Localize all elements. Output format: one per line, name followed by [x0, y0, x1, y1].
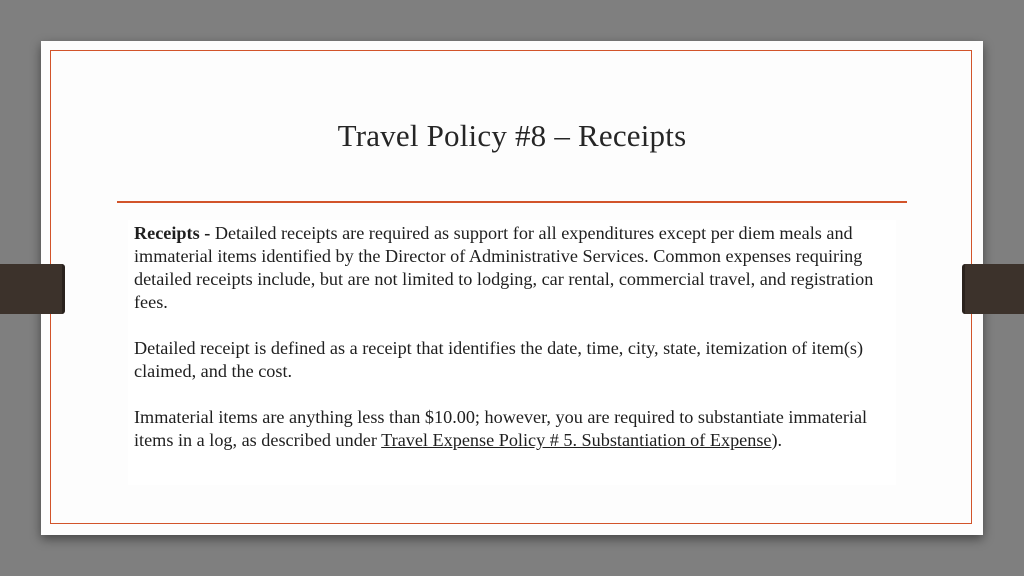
- immaterial-items-paragraph: [134, 406, 890, 452]
- closing-punctuation: ).: [771, 430, 783, 450]
- definition-paragraph: [134, 337, 890, 383]
- receipts-paragraph: [134, 222, 890, 314]
- receipts-label: Receipts -: [134, 223, 211, 243]
- policy-reference-link[interactable]: Travel Expense Policy # 5. Substantiation of Expense: [381, 430, 772, 450]
- title-divider: [117, 201, 907, 203]
- receipts-description: Detailed receipts are required as support for all expenditures except per diem meals and immaterial items identified by the Director of Administrative Services. Common expenses requiring detailed receipts include, but are not limited to lodging, car rental, commercial travel, and registration fees.: [134, 223, 874, 312]
- right-side-tab: [962, 264, 1024, 314]
- left-side-tab: [0, 264, 65, 314]
- policy-text-box: [128, 220, 896, 485]
- definition-text: Detailed receipt is defined as a receipt that identifies the date, time, city, state, itemization of item(s) claimed, and the cost.: [134, 338, 864, 381]
- immaterial-items-text: Immaterial items are anything less than $10.00; however, you are required to substantiate immaterial items in a log, as described under: [134, 407, 868, 450]
- slide-title: Travel Policy #8 – Receipts: [337, 118, 687, 153]
